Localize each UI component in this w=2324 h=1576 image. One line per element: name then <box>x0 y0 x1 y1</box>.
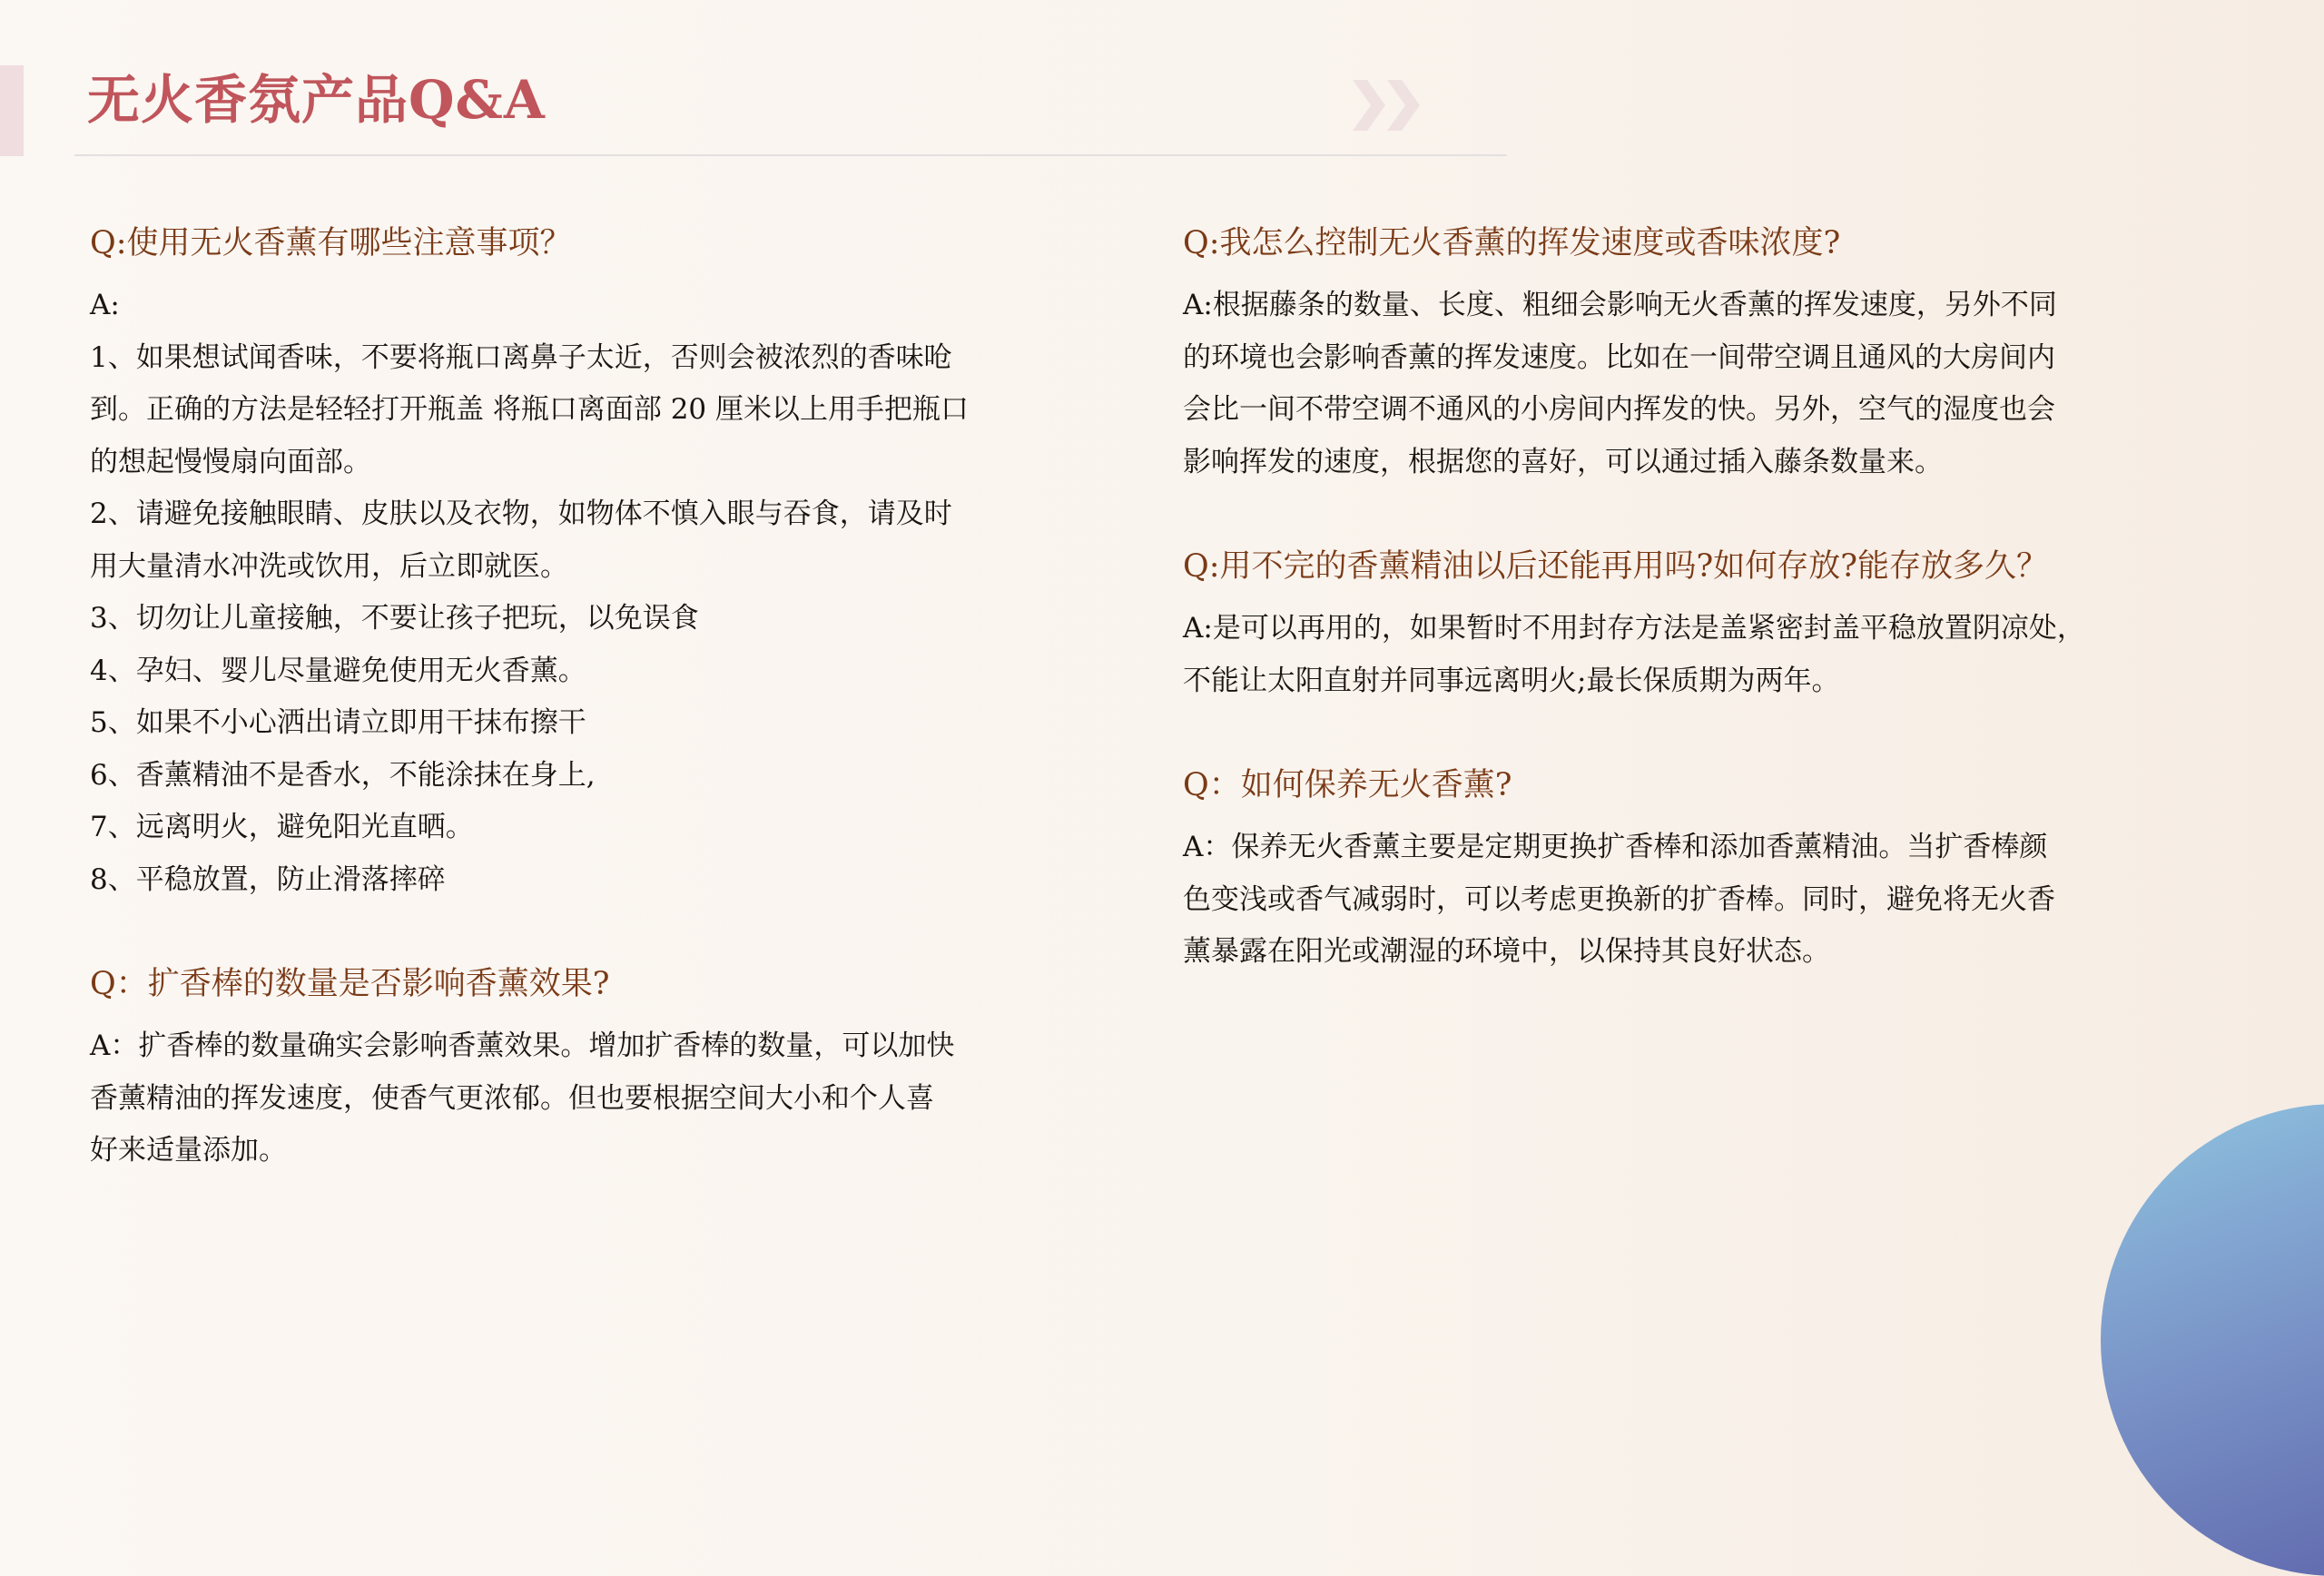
answer-line: 1、如果想试闻香味，不要将瓶口离鼻子太近，否则会被浓烈的香味呛 <box>90 340 952 374</box>
qa-block <box>90 216 998 906</box>
answer-line: 影响挥发的速度，根据您的喜好，可以通过插入藤条数量来。 <box>1183 445 1943 478</box>
qa-block <box>1183 539 2109 707</box>
answer-line: 7、远离明火，避免阳光直晒。 <box>90 811 474 843</box>
answer-line: 色变浅或香气减弱时，可以考虑更换新的扩香棒。同时，避免将无火香 <box>1183 882 2055 916</box>
answer-line: 到。正确的方法是轻轻打开瓶盖 将瓶口离面部 20 厘米以上用手把瓶口 <box>90 393 970 426</box>
question-heading: Q：扩香棒的数量是否影响香薰效果? <box>90 966 610 1002</box>
answer-line: 3、切勿让儿童接触，不要让孩子把玩，以免误食 <box>90 602 699 635</box>
answer-line: A: <box>90 289 120 321</box>
answer-line: A:根据藤条的数量、长度、粗细会影响无火香薰的挥发速度，另外不同 <box>1183 289 2057 321</box>
page-title: 无火香氛产品Q&A <box>87 69 546 131</box>
answer-line: 不能让太阳直射并同事远离明火;最长保质期为两年。 <box>1183 664 1840 697</box>
answer-line: A:是可以再用的，如果暂时不用封存方法是盖紧密封盖平稳放置阴凉处， <box>1183 612 2085 645</box>
answer-line: 8、平稳放置，防止滑落摔碎 <box>90 862 446 896</box>
qa-block <box>90 957 998 1177</box>
left-column <box>90 216 998 1177</box>
qa-block <box>1183 216 2109 488</box>
answer-line: 会比一间不带空调不通风的小房间内挥发的快。另外，空气的湿度也会 <box>1183 393 2055 426</box>
answer-line: A：扩香棒的数量确实会影响香薰效果。增加扩香棒的数量，可以加快 <box>90 1029 955 1062</box>
answer-line: 的环境也会影响香薰的挥发速度。比如在一间带空调且通风的大房间内 <box>1183 340 2055 374</box>
answer-line: 4、孕妇、婴儿尽量避免使用无火香薰。 <box>90 654 586 687</box>
answer-line: 香薰精油的挥发速度，使香气更浓郁。但也要根据空间大小和个人喜 <box>90 1081 934 1115</box>
question-heading: Q:使用无火香薰有哪些注意事项？ <box>90 225 572 261</box>
corner-decoration-circle <box>2101 1104 2324 1576</box>
answer-line: 2、请避免接触眼睛、皮肤以及衣物，如物体不慎入眼与吞食，请及时 <box>90 497 952 530</box>
question-heading: Q：如何保养无火香薰? <box>1183 767 1512 803</box>
qa-block <box>1183 758 2109 979</box>
answer-line: 5、如果不小心洒出请立即用干抹布擦干 <box>90 706 586 739</box>
answer-line: 的想起慢慢扇向面部。 <box>90 445 371 478</box>
answer-line: 好来适量添加。 <box>90 1134 287 1167</box>
answer-line: 薰暴露在阳光或潮湿的环境中，以保持其良好状态。 <box>1183 935 1830 968</box>
answer-line: 6、香薰精油不是香水，不能涂抹在身上, <box>90 758 596 792</box>
question-heading: Q:用不完的香薰精油以后还能再用吗?如何存放?能存放多久？ <box>1183 548 2049 585</box>
left-accent-bar <box>0 65 24 156</box>
question-heading: Q:我怎么控制无火香薰的挥发速度或香味浓度? <box>1183 225 1841 261</box>
right-column <box>1183 216 2109 979</box>
title-divider <box>74 154 1507 156</box>
answer-line: A：保养无火香薰主要是定期更换扩香棒和添加香薰精油。当扩香棒颜 <box>1183 831 2048 863</box>
answer-line: 用大量清水冲洗或饮用，后立即就医。 <box>90 549 568 583</box>
double-chevron-right-icon <box>1353 76 1429 134</box>
